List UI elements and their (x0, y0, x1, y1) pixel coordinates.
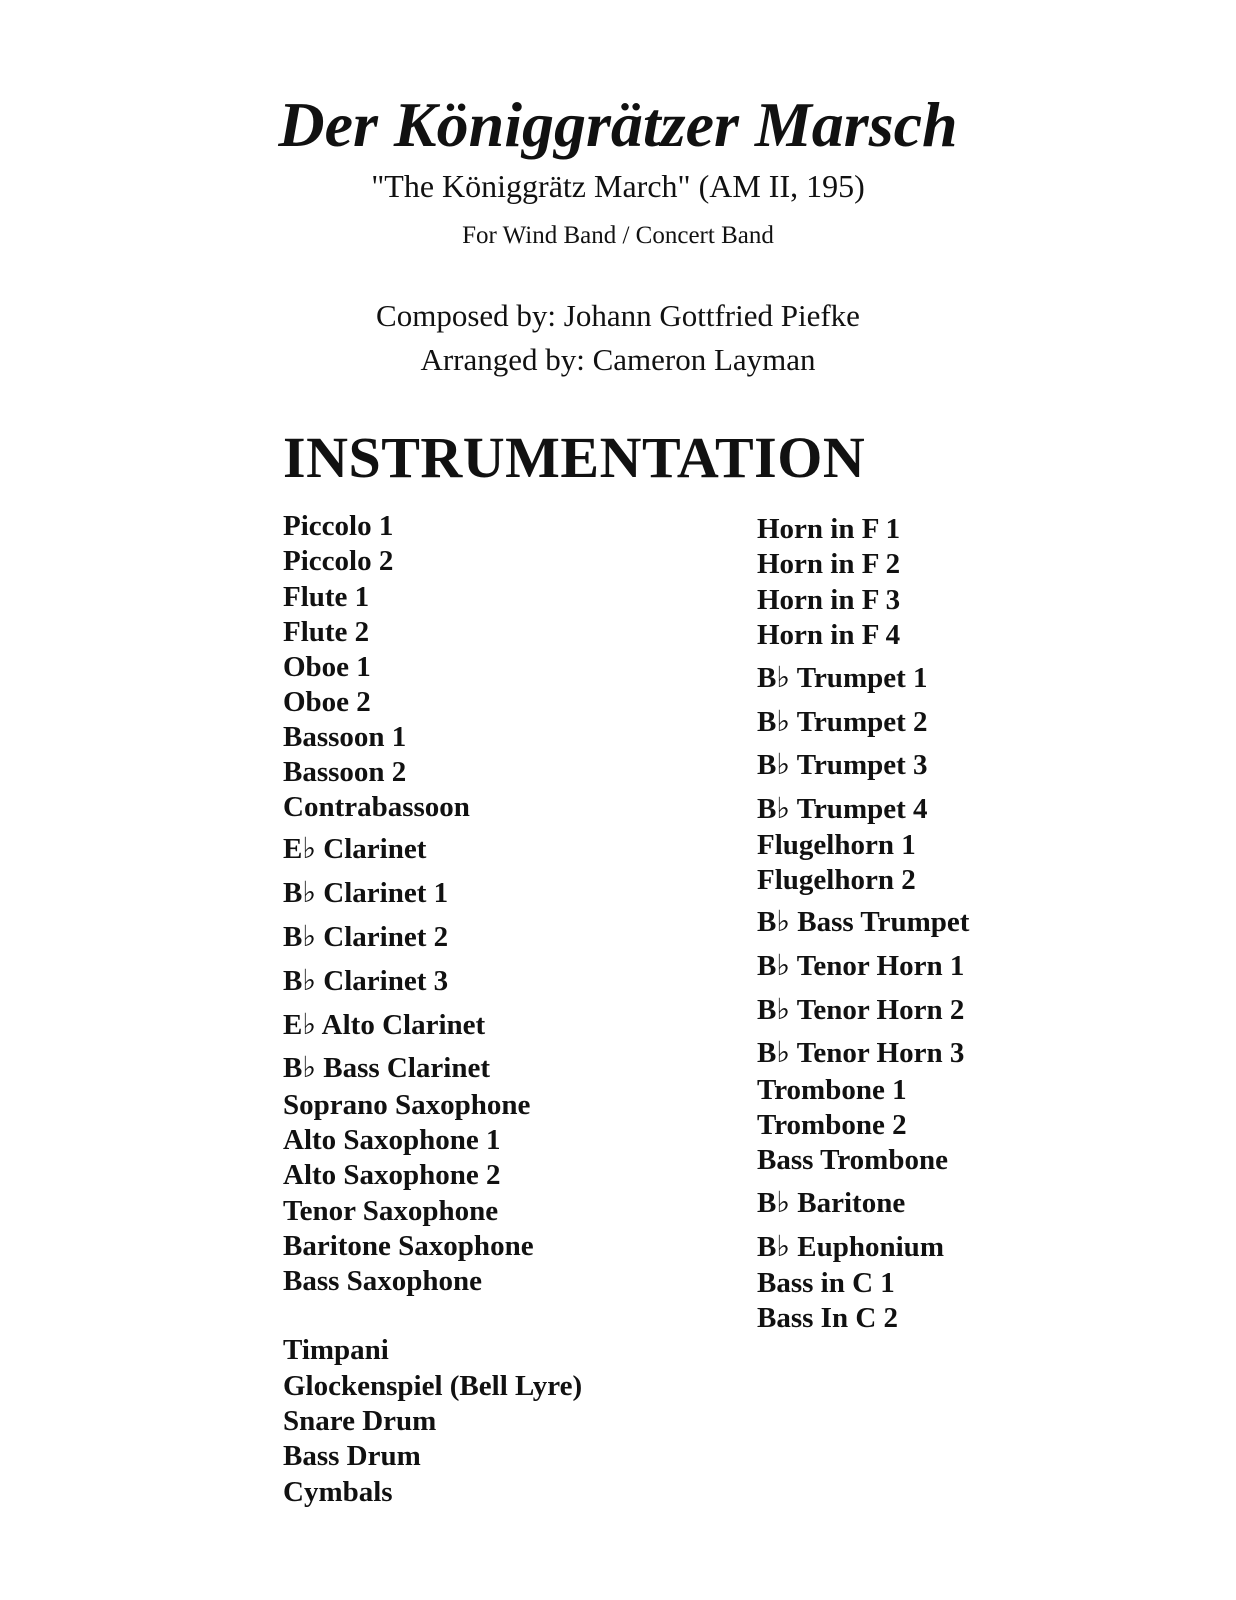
instrument-item: Flugelhorn 2 (757, 864, 916, 896)
instrumentation-heading: INSTRUMENTATION (283, 425, 866, 490)
instrument-item: B♭ Tenor Horn 1 (757, 950, 965, 982)
instrument-item: Bass Drum (283, 1440, 421, 1472)
instrument-item: B♭ Trumpet 3 (757, 749, 928, 781)
instrument-item: Soprano Saxophone (283, 1089, 531, 1121)
instrument-item: Bass In C 2 (757, 1302, 899, 1334)
instrument-item: Horn in F 4 (757, 619, 901, 651)
instrument-item: B♭ Trumpet 2 (757, 706, 928, 738)
instrument-item: Bass Saxophone (283, 1265, 483, 1297)
instrument-item: Oboe 1 (283, 651, 371, 683)
instrument-item: Contrabassoon (283, 791, 470, 823)
instrument-item: B♭ Bass Trumpet (757, 906, 970, 938)
instrument-item: Bassoon 2 (283, 756, 407, 788)
instrument-item: Flute 2 (283, 616, 370, 648)
instrument-item: Tenor Saxophone (283, 1195, 499, 1227)
instrument-item: B♭ Trumpet 1 (757, 662, 928, 694)
instrument-item: Oboe 2 (283, 686, 371, 718)
instrument-item: B♭ Trumpet 4 (757, 793, 928, 825)
instrument-item: Horn in F 1 (757, 513, 901, 545)
instrument-item: Snare Drum (283, 1405, 437, 1437)
instrument-item: Alto Saxophone 2 (283, 1159, 501, 1191)
instrument-item: Horn in F 3 (757, 584, 901, 616)
instrument-item: B♭ Clarinet 1 (283, 877, 449, 909)
score-title: Der Königgrätzer Marsch (278, 89, 958, 160)
instrument-item: Piccolo 2 (283, 545, 394, 577)
instrument-item: B♭ Tenor Horn 2 (757, 994, 965, 1026)
instrument-item: B♭ Bass Clarinet (283, 1052, 491, 1084)
ensemble-label: For Wind Band / Concert Band (462, 222, 774, 249)
score-subtitle: "The Königgrätz March" (AM II, 195) (371, 168, 865, 204)
instrument-item: B♭ Tenor Horn 3 (757, 1037, 965, 1069)
instrument-item: Flugelhorn 1 (757, 829, 916, 861)
instrument-item: Alto Saxophone 1 (283, 1124, 501, 1156)
instrument-item: Trombone 2 (757, 1109, 907, 1141)
arranger-credit: Arranged by: Cameron Layman (420, 342, 816, 377)
instrument-item: Piccolo 1 (283, 510, 394, 542)
instrument-item: Cymbals (283, 1476, 393, 1508)
composer-credit: Composed by: Johann Gottfried Piefke (376, 298, 860, 333)
instrument-item: B♭ Baritone (757, 1187, 906, 1219)
instrument-item: B♭ Euphonium (757, 1231, 944, 1263)
instrument-item: Bassoon 1 (283, 721, 407, 753)
instrument-item: Flute 1 (283, 581, 370, 613)
instrument-item: Horn in F 2 (757, 548, 901, 580)
instrument-item: Trombone 1 (757, 1074, 907, 1106)
instrument-item: B♭ Clarinet 2 (283, 921, 449, 953)
instrument-item: E♭ Alto Clarinet (283, 1009, 486, 1041)
instrument-item: Bass in C 1 (757, 1267, 895, 1299)
instrument-item: Bass Trombone (757, 1144, 948, 1176)
instrument-item: Glockenspiel (Bell Lyre) (283, 1370, 583, 1402)
instrument-item: Timpani (283, 1334, 389, 1366)
instrument-item: Baritone Saxophone (283, 1230, 534, 1262)
instrument-item: B♭ Clarinet 3 (283, 965, 449, 997)
instrument-item: E♭ Clarinet (283, 833, 427, 865)
